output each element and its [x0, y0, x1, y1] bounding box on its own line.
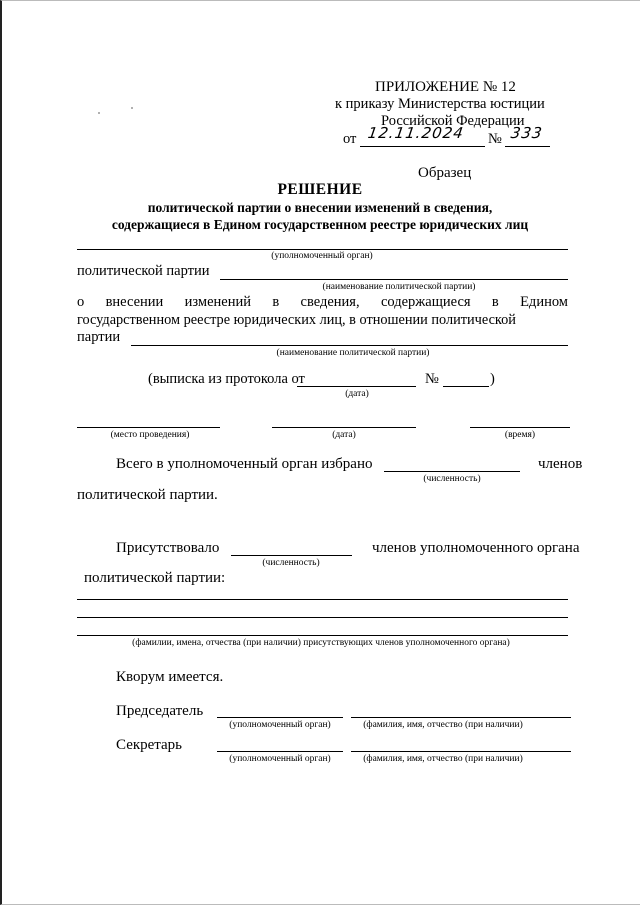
elected-text: Всего в уполномоченный орган избрано — [116, 456, 373, 472]
members-list-line-2 — [77, 617, 568, 618]
secretary-fio-caption: (фамилия, имя, отчество (при наличии) — [363, 754, 523, 764]
word: содержащиеся — [380, 294, 471, 310]
party-line: политической партии. — [77, 487, 218, 503]
chairman-fio-caption: (фамилия, имя, отчество (при наличии) — [363, 720, 523, 730]
extract-number-line — [443, 386, 489, 387]
federation-line: Российской Федерации — [381, 113, 525, 129]
extract-close: ) — [490, 371, 495, 387]
handwritten-date: 12.11.2024 — [366, 124, 466, 142]
date-line — [360, 146, 485, 147]
word: в — [491, 294, 499, 310]
party-name-line-2 — [131, 345, 568, 346]
place-caption: (место проведения) — [110, 430, 190, 440]
order-reference: к приказу Министерства юстиции — [335, 96, 545, 112]
chairman-label: Председатель — [116, 703, 204, 719]
present-count-line — [231, 555, 352, 556]
party-name-line — [220, 279, 568, 280]
elected-count-line — [384, 471, 520, 472]
handwritten-number: 333 — [509, 124, 544, 142]
paragraph-line-1 — [77, 294, 568, 311]
present-count-caption: (численность) — [262, 558, 320, 568]
word: сведения, — [300, 294, 360, 310]
number-label: № — [488, 131, 502, 147]
word: о — [77, 294, 85, 310]
members-list-line-1 — [77, 599, 568, 600]
quorum-text: Кворум имеется. — [116, 669, 224, 685]
present-members-caption: (фамилии, имена, отчества (при наличии) присутствующих членов уполномоченного органа) — [132, 638, 510, 648]
word: изменений — [184, 294, 252, 310]
present-text: Присутствовало — [116, 540, 220, 556]
extract-label: (выписка из протокола от — [148, 371, 305, 387]
paragraph-line-2: государственном реестре юридических лиц, в отношении политической — [77, 312, 516, 328]
title-line-2: содержащиеся в Едином государственном реестре юридических лиц — [111, 217, 529, 232]
secretary-fio-line — [351, 751, 571, 752]
elected-count-caption: (численность) — [423, 474, 481, 484]
present-members-text: членов уполномоченного органа — [372, 540, 580, 556]
time-line — [470, 427, 570, 428]
sample-label: Образец — [418, 165, 472, 181]
date-line-2 — [272, 427, 416, 428]
scan-speck — [131, 107, 133, 109]
party-name-caption: (наименование политической партии) — [322, 282, 476, 292]
paragraph-line-3: партии — [77, 329, 121, 345]
place-line — [77, 427, 220, 428]
authorized-body-line — [77, 249, 568, 250]
word: в — [272, 294, 280, 310]
members-word: членов — [538, 456, 583, 472]
chairman-body-line — [217, 717, 343, 718]
chairman-body-caption: (уполномоченный орган) — [229, 720, 331, 730]
date-caption-2: (дата) — [332, 430, 356, 440]
party-name-caption-2: (наименование политической партии) — [276, 348, 430, 358]
word: Едином — [520, 294, 568, 310]
number-line — [505, 146, 550, 147]
party-label: политической партии — [77, 263, 210, 279]
party-colon-line: политической партии: — [84, 570, 226, 586]
secretary-body-line — [217, 751, 343, 752]
appendix-number: ПРИЛОЖЕНИЕ № 12 — [375, 79, 516, 95]
members-list-line-3 — [77, 635, 568, 636]
extract-date-caption: (дата) — [345, 389, 369, 399]
authorized-body-caption: (уполномоченный орган) — [271, 251, 373, 261]
time-caption: (время) — [504, 430, 536, 440]
scan-speck — [98, 112, 100, 114]
chairman-fio-line — [351, 717, 571, 718]
document-title: РЕШЕНИЕ — [277, 181, 363, 198]
word: внесении — [105, 294, 164, 310]
title-line-1: политической партии о внесении изменений в сведения, — [147, 200, 493, 215]
secretary-label: Секретарь — [116, 737, 183, 753]
extract-date-line — [297, 386, 416, 387]
secretary-body-caption: (уполномоченный орган) — [229, 754, 331, 764]
from-label: от — [343, 131, 357, 147]
extract-number-label: № — [425, 371, 439, 387]
